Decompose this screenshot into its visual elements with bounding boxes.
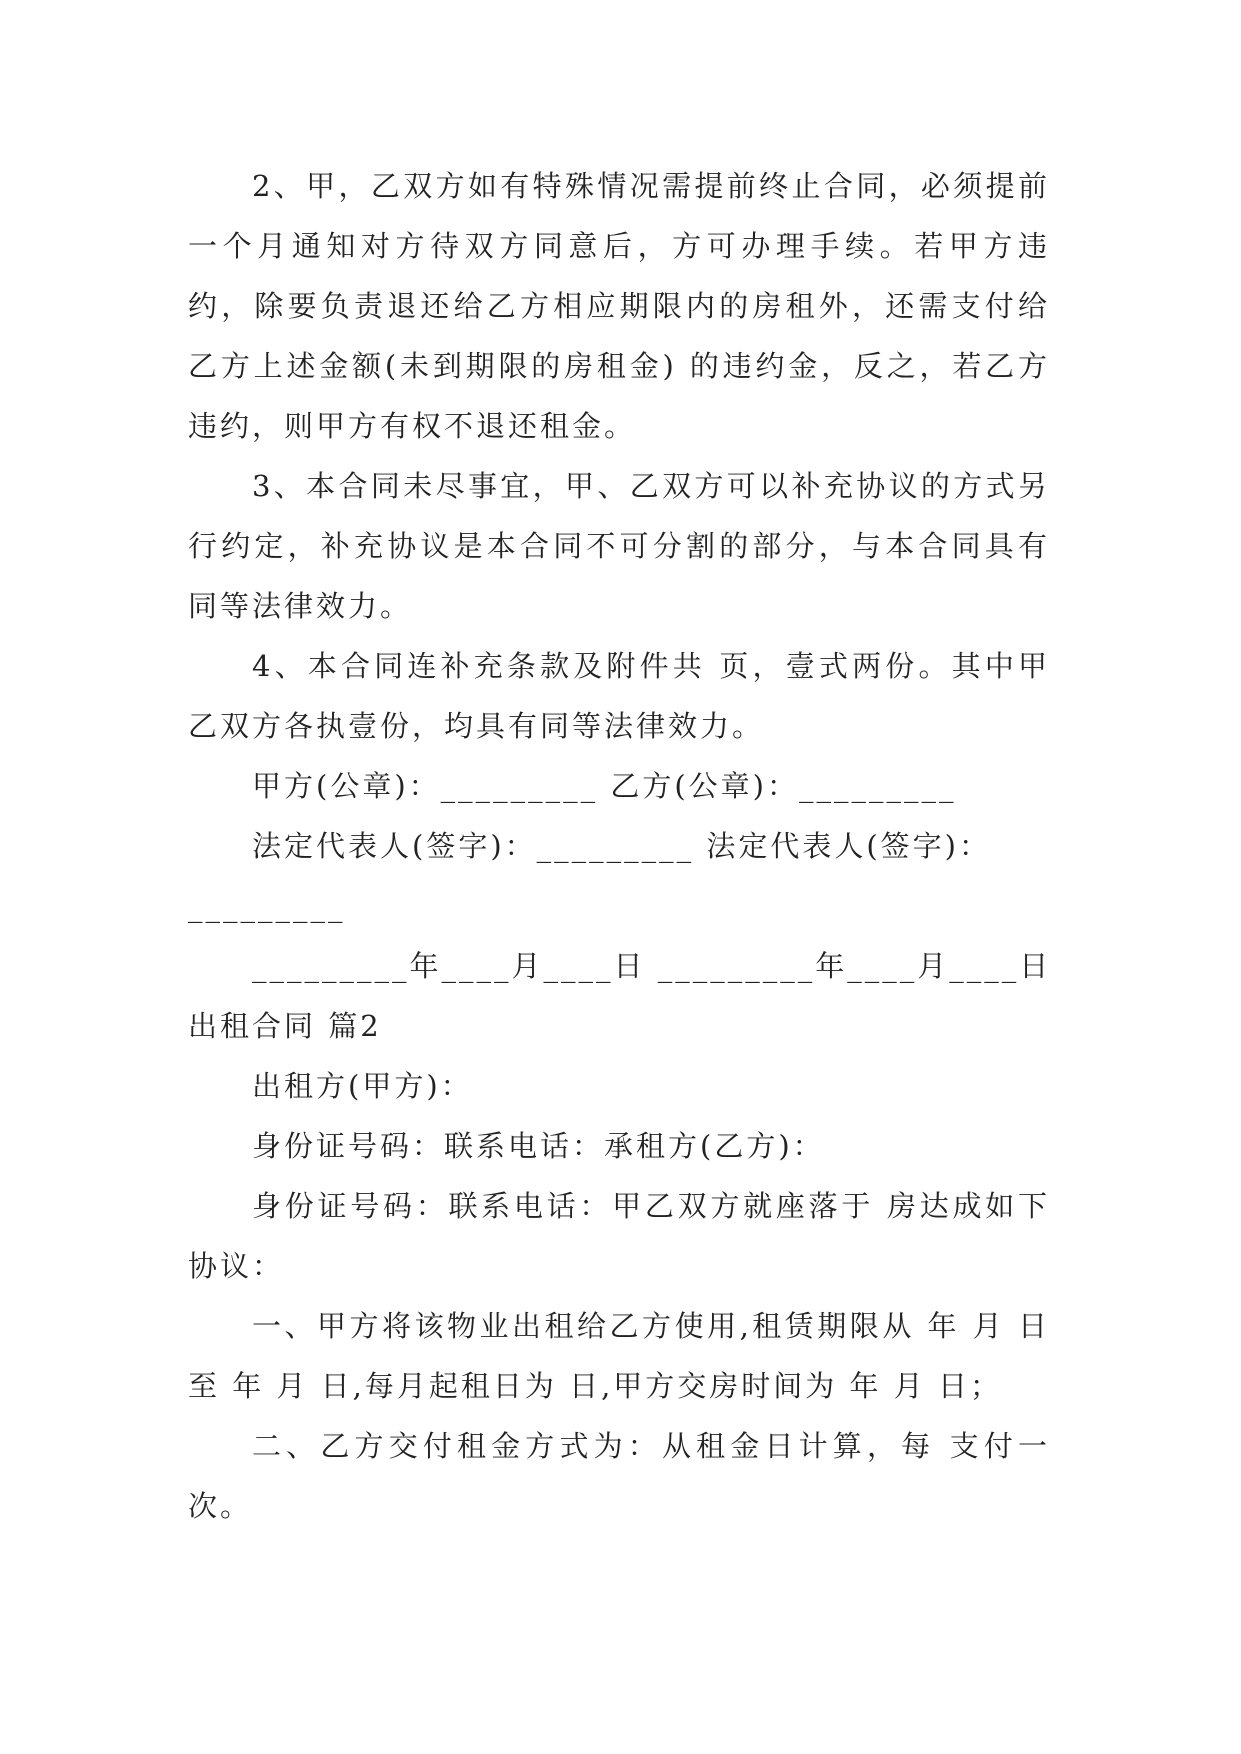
clause-paragraph-3: 3、本合同未尽事宜，甲、乙双方可以补充协议的方式另行约定，补充协议是本合同不可分割的部分，与本合同具有同等法律效力。 bbox=[188, 469, 1050, 623]
lease-term-clause: 一、甲方将该物业出租给乙方使用,租赁期限从 年 月 日至 年 月 日,每月起租日为 日,甲方交房时间为 年 月 日； bbox=[188, 1309, 1050, 1403]
section-heading: 出租合同 篇2 bbox=[188, 1009, 382, 1043]
signature-date-line: _________年____月____日 _________年____月____日 bbox=[252, 949, 1052, 983]
id-phone-lessee-line: 身份证号码：联系电话：承租方(乙方)： bbox=[252, 1129, 825, 1163]
representative-signature-line: 法定代表人(签字)：_________ 法定代表人(签字)： bbox=[252, 829, 991, 863]
clause-paragraph-4: 4、本合同连补充条款及附件共 页，壹式两份。其中甲乙双方各执壹份，均具有同等法律效力。 bbox=[188, 649, 1050, 743]
id-phone-agreement-paragraph: 身份证号码：联系电话：甲乙双方就座落于 房达成如下协议： bbox=[188, 1189, 1050, 1283]
lessor-line: 出租方(甲方)： bbox=[252, 1069, 473, 1103]
clause-paragraph-2: 2、甲，乙双方如有特殊情况需提前终止合同，必须提前一个月通知对方待双方同意后，方可办理手续。若甲方违约，除要负责退还给乙方相应期限内的房租外，还需支付给乙方上述金额(未到期限的房租金) 的违约金，反之，若乙方违约，则甲方有权不退还租金。 bbox=[188, 169, 1050, 443]
seal-signature-line: 甲方(公章)：_________ 乙方(公章)：_________ bbox=[252, 769, 957, 803]
representative-signature-tail: _________ bbox=[188, 889, 346, 923]
payment-clause: 二、乙方交付租金方式为：从租金日计算，每 支付一次。 bbox=[188, 1429, 1050, 1523]
document-body bbox=[188, 156, 1050, 1536]
